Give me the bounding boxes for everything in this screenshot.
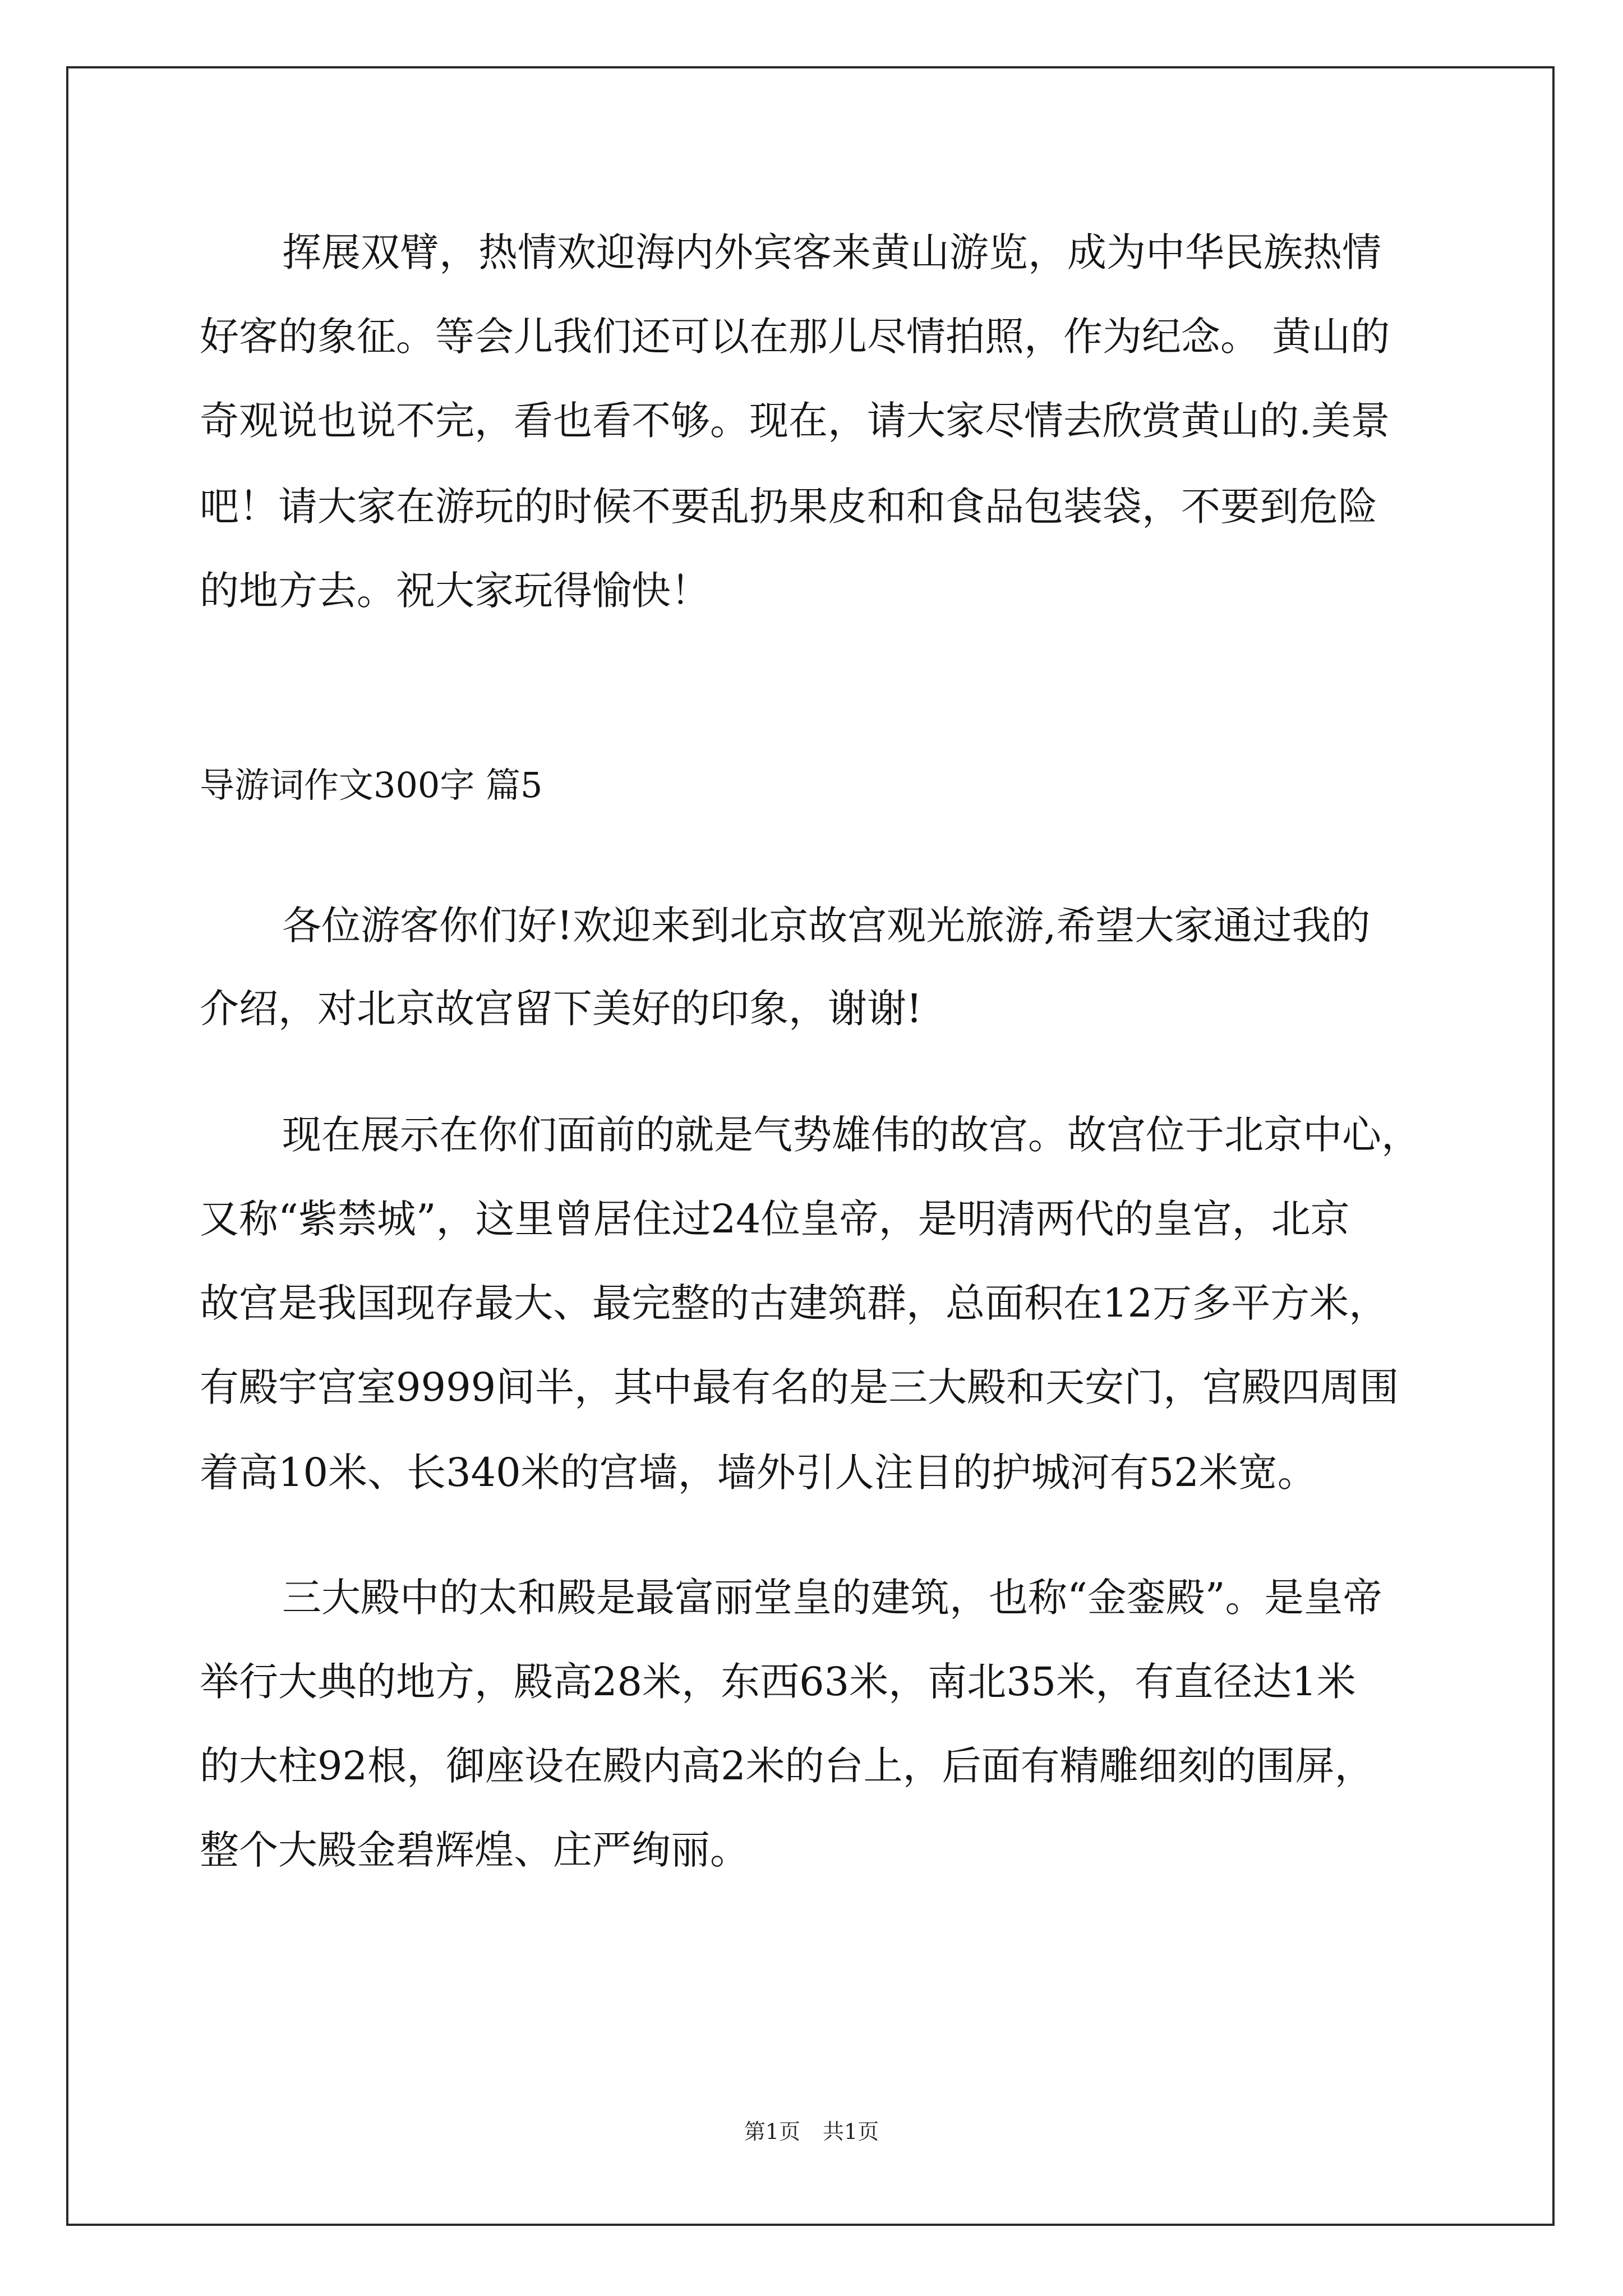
paragraph-line: 奇观说也说不完，看也看不够。现在，请大家尽情去欣赏黄山的.美景 [200,398,1390,444]
paragraph-line: 故宫是我国现存最大、最完整的古建筑群，总面积在12万多平方米， [200,1280,1389,1326]
paragraph-line: 挥展双臂，热情欢迎海内外宾客来黄山游览，成为中华民族热情 [282,229,1381,275]
total-pages: 共1页 [823,2119,879,2144]
paragraph-line: 着高10米、长340米的宫墙，墙外引人注目的护城河有52米宽。 [200,1450,1317,1496]
page-number: 第1页 [744,2119,800,2144]
paragraph-line: 吧！请大家在游玩的时候不要乱扔果皮和和食品包装袋，不要到危险 [200,484,1377,530]
paragraph-line: 现在展示在你们面前的就是气势雄伟的故宫。故宫位于北京中心， [282,1112,1421,1158]
paragraph-line: 的地方去。祝大家玩得愉快！ [200,568,710,614]
paragraph-line: 又称“紫禁城”，这里曾居住过24位皇帝，是明清两代的皇宫，北京 [200,1196,1350,1242]
paragraph-line: 三大殿中的太和殿是最富丽堂皇的建筑，也称“金銮殿”。是皇帝 [282,1575,1382,1621]
paragraph-line: 整个大殿金碧辉煌、庄严绚丽。 [200,1827,749,1873]
paragraph-line: 的大柱92根，御座设在殿内高2米的台上，后面有精雕细刻的围屏， [200,1743,1374,1789]
section-heading: 导游词作文300字 篇5 [200,765,543,806]
paragraph-line: 好客的象征。等会儿我们还可以在那儿尽情拍照，作为纪念。 黄山的 [200,314,1390,360]
paragraph-line: 举行大典的地方，殿高28米，东西63米，南北35米，有直径达1米 [200,1659,1356,1705]
page-footer [0,2115,1623,2148]
paragraph-line: 介绍，对北京故宫留下美好的印象，谢谢! [200,986,923,1032]
paragraph-line: 各位游客你们好!欢迎来到北京故宫观光旅游,希望大家通过我的 [282,903,1371,949]
paragraph-line: 有殿宇宫室9999间半，其中最有名的是三大殿和天安门，宫殿四周围 [200,1364,1399,1410]
